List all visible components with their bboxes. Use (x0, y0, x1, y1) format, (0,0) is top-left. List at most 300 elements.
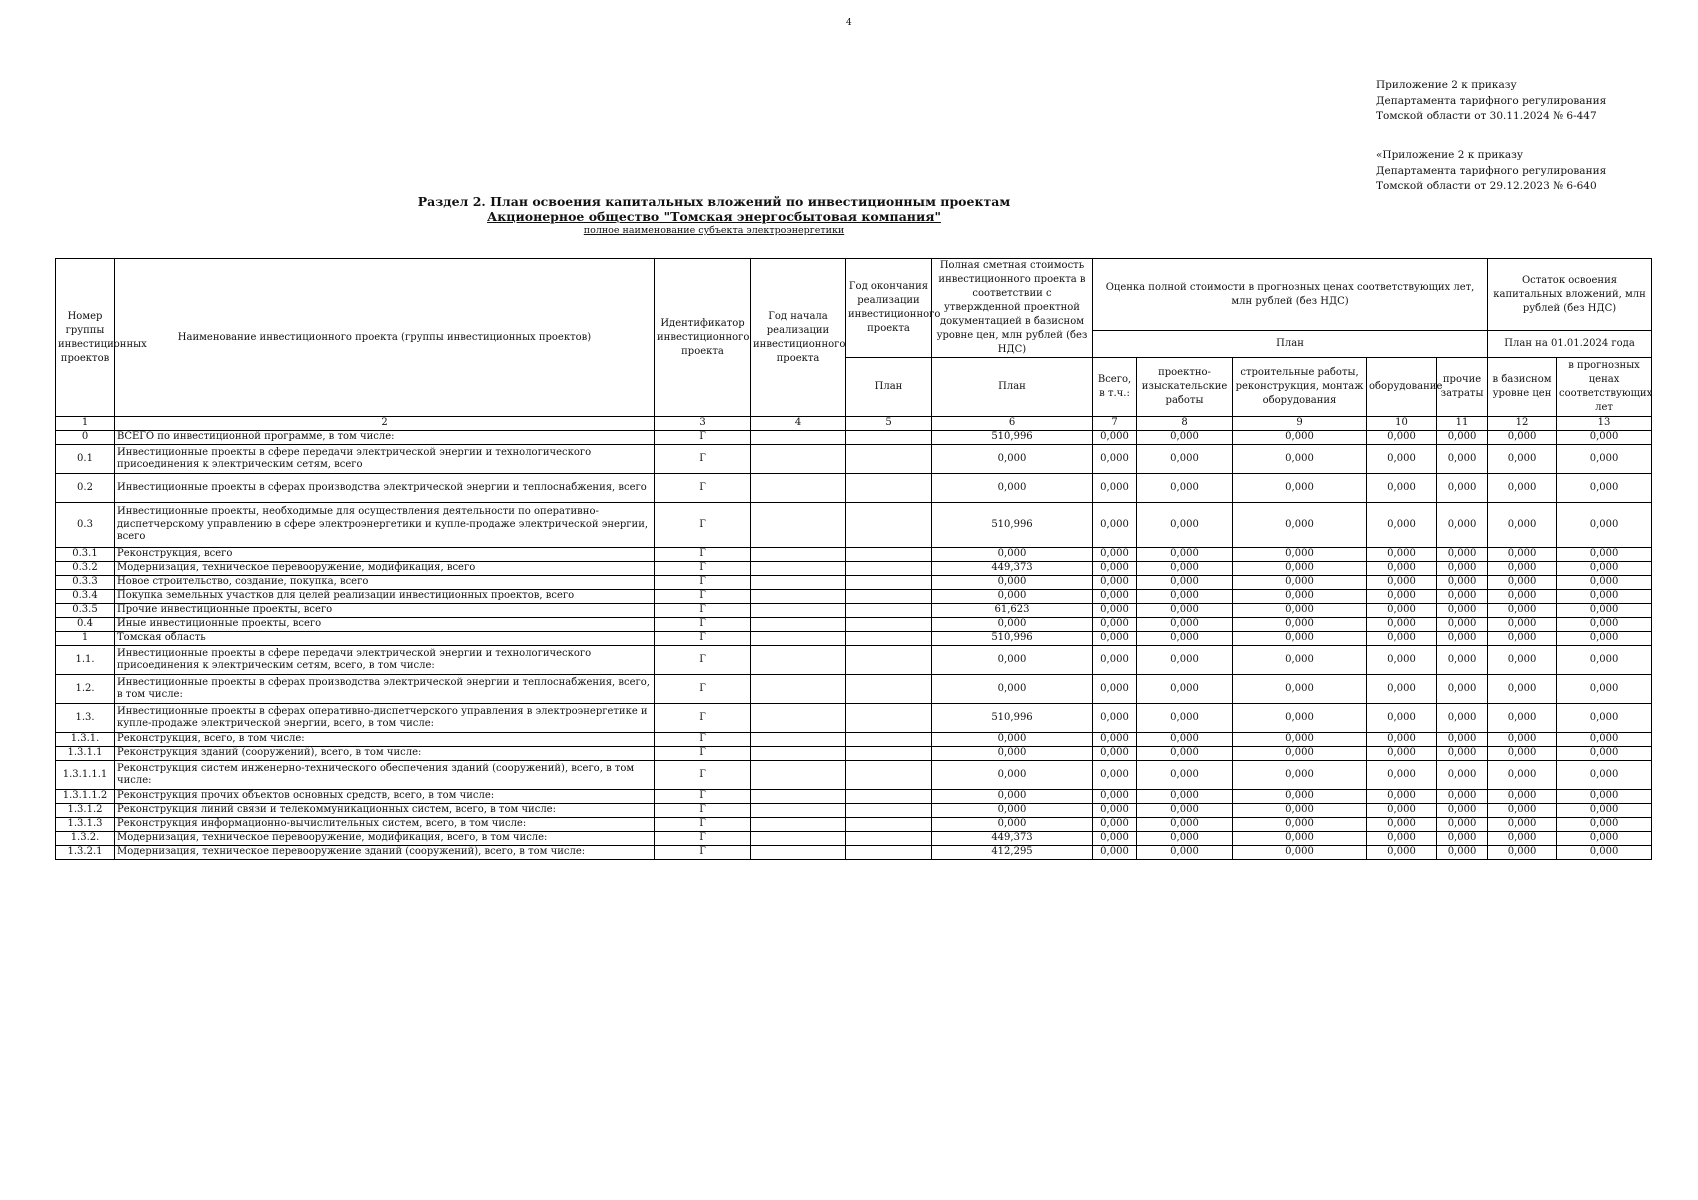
row-full-cost-cell: 0,000 (932, 576, 1093, 590)
row-start-year-cell (751, 675, 846, 704)
row-full-cost-cell: 0,000 (932, 747, 1093, 761)
annex-previous-reference (1376, 148, 1606, 195)
row-value-cell: 0,000 (1093, 562, 1137, 576)
row-identifier-cell: Г (655, 548, 751, 562)
row-start-year-cell (751, 818, 846, 832)
row-end-year-cell (846, 548, 932, 562)
row-value-cell: 0,000 (1557, 832, 1652, 846)
row-full-cost-cell: 61,623 (932, 604, 1093, 618)
row-end-year-cell (846, 604, 932, 618)
row-name-cell: Инвестиционные проекты, необходимые для осуществления деятельности по оперативно-диспетчерскому управлению в сфере электроэнергетики и купле-продаже электрической энергии, всего (115, 503, 655, 548)
row-value-cell: 0,000 (1093, 576, 1137, 590)
row-full-cost-cell: 510,996 (932, 632, 1093, 646)
row-value-cell: 0,000 (1488, 675, 1557, 704)
row-value-cell: 0,000 (1488, 846, 1557, 860)
row-end-year-cell (846, 790, 932, 804)
table-row (56, 590, 1652, 604)
row-value-cell: 0,000 (1137, 747, 1233, 761)
row-value-cell: 0,000 (1488, 562, 1557, 576)
company-name: Акционерное общество "Томская энергосбытовая компания" (487, 209, 941, 224)
row-value-cell: 0,000 (1093, 503, 1137, 548)
row-full-cost-cell: 510,996 (932, 704, 1093, 733)
row-start-year-cell (751, 646, 846, 675)
row-start-year-cell (751, 804, 846, 818)
row-end-year-cell (846, 618, 932, 632)
row-value-cell: 0,000 (1137, 445, 1233, 474)
row-full-cost-cell: 0,000 (932, 675, 1093, 704)
row-value-cell: 0,000 (1233, 832, 1367, 846)
row-value-cell: 0,000 (1093, 832, 1137, 846)
row-value-cell: 0,000 (1233, 562, 1367, 576)
row-identifier-cell: Г (655, 618, 751, 632)
row-number-cell: 1.1. (56, 646, 115, 675)
row-start-year-cell (751, 503, 846, 548)
row-identifier-cell: Г (655, 445, 751, 474)
row-value-cell: 0,000 (1367, 832, 1437, 846)
row-name-cell: Реконструкция, всего (115, 548, 655, 562)
header-remainder: Остаток освоения капитальных вложений, млн рублей (без НДС) (1488, 259, 1652, 331)
row-value-cell: 0,000 (1437, 604, 1488, 618)
row-full-cost-cell: 510,996 (932, 431, 1093, 445)
table-row (56, 604, 1652, 618)
row-name-cell: Инвестиционные проекты в сфере передачи электрической энергии и технологического присоединения к электрическим сетям, всего, в том числе: (115, 646, 655, 675)
row-value-cell: 0,000 (1137, 618, 1233, 632)
row-value-cell: 0,000 (1367, 747, 1437, 761)
row-value-cell: 0,000 (1137, 562, 1233, 576)
row-identifier-cell: Г (655, 431, 751, 445)
column-number: 12 (1488, 417, 1557, 431)
row-value-cell: 0,000 (1488, 704, 1557, 733)
header-plan-date: План на 01.01.2024 года (1488, 331, 1652, 358)
row-number-cell: 1.3.2. (56, 832, 115, 846)
table-row (56, 832, 1652, 846)
row-value-cell: 0,000 (1137, 431, 1233, 445)
row-value-cell: 0,000 (1437, 804, 1488, 818)
table-row (56, 790, 1652, 804)
document-title-block (384, 194, 1044, 237)
row-value-cell: 0,000 (1488, 604, 1557, 618)
row-identifier-cell: Г (655, 832, 751, 846)
row-value-cell: 0,000 (1137, 846, 1233, 860)
row-start-year-cell (751, 590, 846, 604)
row-value-cell: 0,000 (1557, 790, 1652, 804)
row-full-cost-cell: 412,295 (932, 846, 1093, 860)
row-number-cell: 0.3.3 (56, 576, 115, 590)
annex-line: Томской области от 29.12.2023 № 6-640 (1376, 180, 1597, 192)
row-value-cell: 0,000 (1367, 846, 1437, 860)
row-value-cell: 0,000 (1233, 503, 1367, 548)
table-row (56, 474, 1652, 503)
table-row (56, 704, 1652, 733)
row-value-cell: 0,000 (1093, 618, 1137, 632)
row-number-cell: 0.3.5 (56, 604, 115, 618)
table-row (56, 804, 1652, 818)
row-name-cell: Реконструкция зданий (сооружений), всего, в том числе: (115, 747, 655, 761)
column-number: 11 (1437, 417, 1488, 431)
row-value-cell: 0,000 (1437, 790, 1488, 804)
row-value-cell: 0,000 (1437, 562, 1488, 576)
row-value-cell: 0,000 (1233, 590, 1367, 604)
table-row (56, 431, 1652, 445)
row-name-cell: Модернизация, техническое перевооружение, модификация, всего, в том числе: (115, 832, 655, 846)
row-value-cell: 0,000 (1557, 445, 1652, 474)
row-value-cell: 0,000 (1557, 474, 1652, 503)
row-full-cost-cell: 449,373 (932, 832, 1093, 846)
table-row (56, 818, 1652, 832)
row-start-year-cell (751, 474, 846, 503)
row-end-year-cell (846, 804, 932, 818)
row-full-cost-cell: 0,000 (932, 733, 1093, 747)
row-end-year-cell (846, 431, 932, 445)
row-value-cell: 0,000 (1488, 761, 1557, 790)
table-row (56, 618, 1652, 632)
row-identifier-cell: Г (655, 646, 751, 675)
row-number-cell: 1.3.1.1.2 (56, 790, 115, 804)
row-end-year-cell (846, 562, 932, 576)
row-value-cell: 0,000 (1488, 790, 1557, 804)
row-value-cell: 0,000 (1137, 733, 1233, 747)
header-construction-works: строительные работы, реконструкция, монтаж оборудования (1233, 358, 1367, 417)
row-value-cell: 0,000 (1233, 445, 1367, 474)
header-design-works: проектно-изыскательские работы (1137, 358, 1233, 417)
row-full-cost-cell: 0,000 (932, 818, 1093, 832)
row-value-cell: 0,000 (1488, 576, 1557, 590)
row-identifier-cell: Г (655, 675, 751, 704)
row-number-cell: 1.2. (56, 675, 115, 704)
row-start-year-cell (751, 790, 846, 804)
row-end-year-cell (846, 632, 932, 646)
row-value-cell: 0,000 (1488, 804, 1557, 818)
row-value-cell: 0,000 (1557, 761, 1652, 790)
row-name-cell: Реконструкция линий связи и телекоммуникационных систем, всего, в том числе: (115, 804, 655, 818)
row-name-cell: Реконструкция прочих объектов основных средств, всего, в том числе: (115, 790, 655, 804)
row-end-year-cell (846, 832, 932, 846)
row-value-cell: 0,000 (1233, 733, 1367, 747)
row-name-cell: Иные инвестиционные проекты, всего (115, 618, 655, 632)
row-value-cell: 0,000 (1488, 590, 1557, 604)
row-full-cost-cell: 0,000 (932, 790, 1093, 804)
annex-line: Департамента тарифного регулирования (1376, 164, 1607, 177)
row-identifier-cell: Г (655, 804, 751, 818)
row-value-cell: 0,000 (1233, 804, 1367, 818)
column-number-row (56, 417, 1652, 431)
table-row (56, 747, 1652, 761)
row-value-cell: 0,000 (1488, 445, 1557, 474)
header-name: Наименование инвестиционного проекта (группы инвестиционных проектов) (115, 259, 655, 417)
row-full-cost-cell: 0,000 (932, 445, 1093, 474)
row-name-cell: Инвестиционные проекты в сферах производства электрической энергии и теплоснабжения, всего, в том числе: (115, 675, 655, 704)
row-value-cell: 0,000 (1367, 474, 1437, 503)
row-name-cell: Инвестиционные проекты в сферах оперативно-диспетчерского управления в электроэнергетике и купле-продаже электрической энергии, всего, в том числе: (115, 704, 655, 733)
row-value-cell: 0,000 (1233, 675, 1367, 704)
annex-line: «Приложение 2 к приказу (1376, 149, 1524, 161)
row-value-cell: 0,000 (1437, 576, 1488, 590)
row-value-cell: 0,000 (1093, 747, 1137, 761)
row-value-cell: 0,000 (1093, 733, 1137, 747)
row-start-year-cell (751, 576, 846, 590)
header-forecast-prices: в прогнозных ценах соответствующих лет (1557, 358, 1652, 417)
row-value-cell: 0,000 (1367, 733, 1437, 747)
table-row (56, 846, 1652, 860)
row-value-cell: 0,000 (1437, 474, 1488, 503)
row-value-cell: 0,000 (1233, 474, 1367, 503)
row-identifier-cell: Г (655, 704, 751, 733)
column-number: 5 (846, 417, 932, 431)
table-row (56, 445, 1652, 474)
column-number: 4 (751, 417, 846, 431)
header-equipment: оборудование (1367, 358, 1437, 417)
column-number: 9 (1233, 417, 1367, 431)
row-value-cell: 0,000 (1437, 632, 1488, 646)
column-number: 10 (1367, 417, 1437, 431)
row-identifier-cell: Г (655, 632, 751, 646)
row-identifier-cell: Г (655, 474, 751, 503)
row-value-cell: 0,000 (1233, 548, 1367, 562)
row-value-cell: 0,000 (1367, 431, 1437, 445)
section-title: Раздел 2. План освоения капитальных вложений по инвестиционным проектам (417, 194, 1011, 209)
row-name-cell: Модернизация, техническое перевооружение, модификация, всего (115, 562, 655, 576)
row-value-cell: 0,000 (1093, 704, 1137, 733)
row-value-cell: 0,000 (1557, 590, 1652, 604)
row-identifier-cell: Г (655, 562, 751, 576)
investment-plan-table (55, 258, 1652, 860)
row-end-year-cell (846, 503, 932, 548)
row-value-cell: 0,000 (1557, 431, 1652, 445)
row-full-cost-cell: 0,000 (932, 618, 1093, 632)
row-value-cell: 0,000 (1437, 704, 1488, 733)
row-value-cell: 0,000 (1233, 431, 1367, 445)
row-value-cell: 0,000 (1367, 590, 1437, 604)
table-row (56, 576, 1652, 590)
row-value-cell: 0,000 (1367, 618, 1437, 632)
column-number: 13 (1557, 417, 1652, 431)
row-value-cell: 0,000 (1137, 576, 1233, 590)
header-full-cost-plan: План (932, 358, 1093, 417)
row-value-cell: 0,000 (1367, 704, 1437, 733)
row-value-cell: 0,000 (1137, 804, 1233, 818)
row-value-cell: 0,000 (1093, 646, 1137, 675)
row-identifier-cell: Г (655, 733, 751, 747)
row-end-year-cell (846, 704, 932, 733)
row-value-cell: 0,000 (1137, 632, 1233, 646)
header-identifier: Идентификатор инвестиционного проекта (655, 259, 751, 417)
row-name-cell: Реконструкция информационно-вычислительных систем, всего, в том числе: (115, 818, 655, 832)
row-value-cell: 0,000 (1233, 704, 1367, 733)
column-number: 2 (115, 417, 655, 431)
row-number-cell: 0.3.4 (56, 590, 115, 604)
row-value-cell: 0,000 (1437, 646, 1488, 675)
row-full-cost-cell: 0,000 (932, 804, 1093, 818)
row-value-cell: 0,000 (1557, 747, 1652, 761)
row-number-cell: 1.3. (56, 704, 115, 733)
row-number-cell: 1.3.1.2 (56, 804, 115, 818)
row-value-cell: 0,000 (1233, 618, 1367, 632)
row-full-cost-cell: 0,000 (932, 590, 1093, 604)
row-value-cell: 0,000 (1233, 632, 1367, 646)
row-value-cell: 0,000 (1557, 576, 1652, 590)
row-value-cell: 0,000 (1233, 604, 1367, 618)
row-start-year-cell (751, 445, 846, 474)
row-value-cell: 0,000 (1437, 818, 1488, 832)
row-end-year-cell (846, 747, 932, 761)
column-number: 1 (56, 417, 115, 431)
row-end-year-cell (846, 646, 932, 675)
row-full-cost-cell: 0,000 (932, 474, 1093, 503)
row-number-cell: 0 (56, 431, 115, 445)
company-caption: полное наименование субъекта электроэнергетики (583, 225, 845, 236)
row-name-cell: Реконструкция, всего, в том числе: (115, 733, 655, 747)
row-value-cell: 0,000 (1093, 548, 1137, 562)
row-value-cell: 0,000 (1367, 646, 1437, 675)
row-identifier-cell: Г (655, 503, 751, 548)
row-identifier-cell: Г (655, 818, 751, 832)
row-value-cell: 0,000 (1557, 503, 1652, 548)
header-plan: План (1093, 331, 1488, 358)
table-body (56, 417, 1652, 860)
row-end-year-cell (846, 445, 932, 474)
row-value-cell: 0,000 (1488, 733, 1557, 747)
row-start-year-cell (751, 431, 846, 445)
row-number-cell: 0.3.2 (56, 562, 115, 576)
row-value-cell: 0,000 (1488, 818, 1557, 832)
row-value-cell: 0,000 (1093, 790, 1137, 804)
row-value-cell: 0,000 (1557, 675, 1652, 704)
row-value-cell: 0,000 (1137, 548, 1233, 562)
row-name-cell: Новое строительство, создание, покупка, всего (115, 576, 655, 590)
row-number-cell: 0.3 (56, 503, 115, 548)
row-value-cell: 0,000 (1137, 604, 1233, 618)
row-value-cell: 0,000 (1557, 704, 1652, 733)
row-identifier-cell: Г (655, 846, 751, 860)
row-value-cell: 0,000 (1367, 790, 1437, 804)
row-value-cell: 0,000 (1137, 646, 1233, 675)
row-number-cell: 1.3.1.1 (56, 747, 115, 761)
column-number: 7 (1093, 417, 1137, 431)
row-value-cell: 0,000 (1488, 618, 1557, 632)
row-number-cell: 0.2 (56, 474, 115, 503)
header-end-year: Год окончания реализации инвестиционного проекта (846, 259, 932, 358)
row-full-cost-cell: 0,000 (932, 761, 1093, 790)
row-number-cell: 1.3.2.1 (56, 846, 115, 860)
row-value-cell: 0,000 (1557, 646, 1652, 675)
row-value-cell: 0,000 (1137, 790, 1233, 804)
row-name-cell: ВСЕГО по инвестиционной программе, в том числе: (115, 431, 655, 445)
row-start-year-cell (751, 632, 846, 646)
row-end-year-cell (846, 846, 932, 860)
row-value-cell: 0,000 (1488, 431, 1557, 445)
table-row (56, 503, 1652, 548)
row-value-cell: 0,000 (1437, 832, 1488, 846)
row-identifier-cell: Г (655, 761, 751, 790)
row-value-cell: 0,000 (1367, 503, 1437, 548)
row-name-cell: Инвестиционные проекты в сферах производства электрической энергии и теплоснабжения, всего (115, 474, 655, 503)
row-number-cell: 0.4 (56, 618, 115, 632)
row-value-cell: 0,000 (1437, 747, 1488, 761)
row-start-year-cell (751, 618, 846, 632)
row-start-year-cell (751, 846, 846, 860)
row-value-cell: 0,000 (1488, 747, 1557, 761)
row-start-year-cell (751, 562, 846, 576)
row-value-cell: 0,000 (1233, 790, 1367, 804)
row-name-cell: Томская область (115, 632, 655, 646)
row-end-year-cell (846, 733, 932, 747)
row-name-cell: Покупка земельных участков для целей реализации инвестиционных проектов, всего (115, 590, 655, 604)
row-value-cell: 0,000 (1367, 562, 1437, 576)
row-end-year-cell (846, 474, 932, 503)
row-identifier-cell: Г (655, 576, 751, 590)
row-value-cell: 0,000 (1437, 431, 1488, 445)
row-value-cell: 0,000 (1137, 704, 1233, 733)
row-start-year-cell (751, 604, 846, 618)
row-value-cell: 0,000 (1437, 675, 1488, 704)
row-value-cell: 0,000 (1557, 632, 1652, 646)
row-end-year-cell (846, 761, 932, 790)
row-value-cell: 0,000 (1093, 675, 1137, 704)
row-value-cell: 0,000 (1437, 548, 1488, 562)
header-group-number: Номер группы инвестиционных проектов (56, 259, 115, 417)
row-value-cell: 0,000 (1233, 818, 1367, 832)
page-number: 4 (846, 18, 852, 28)
row-value-cell: 0,000 (1367, 675, 1437, 704)
row-value-cell: 0,000 (1233, 646, 1367, 675)
row-value-cell: 0,000 (1488, 646, 1557, 675)
table-row (56, 761, 1652, 790)
row-value-cell: 0,000 (1437, 733, 1488, 747)
row-value-cell: 0,000 (1093, 474, 1137, 503)
row-value-cell: 0,000 (1367, 761, 1437, 790)
row-value-cell: 0,000 (1437, 618, 1488, 632)
row-value-cell: 0,000 (1488, 474, 1557, 503)
row-value-cell: 0,000 (1093, 632, 1137, 646)
row-value-cell: 0,000 (1437, 445, 1488, 474)
header-end-year-plan: План (846, 358, 932, 417)
row-end-year-cell (846, 675, 932, 704)
row-name-cell: Прочие инвестиционные проекты, всего (115, 604, 655, 618)
row-start-year-cell (751, 548, 846, 562)
row-value-cell: 0,000 (1137, 818, 1233, 832)
row-value-cell: 0,000 (1367, 548, 1437, 562)
row-value-cell: 0,000 (1557, 846, 1652, 860)
header-total: Всего, в т.ч.: (1093, 358, 1137, 417)
row-value-cell: 0,000 (1437, 846, 1488, 860)
row-value-cell: 0,000 (1367, 445, 1437, 474)
table-row (56, 632, 1652, 646)
row-name-cell: Реконструкция систем инженерно-технического обеспечения зданий (сооружений), всего, в том числе: (115, 761, 655, 790)
row-value-cell: 0,000 (1233, 747, 1367, 761)
row-value-cell: 0,000 (1233, 846, 1367, 860)
row-number-cell: 1.3.1.1.1 (56, 761, 115, 790)
row-value-cell: 0,000 (1367, 804, 1437, 818)
header-estimate: Оценка полной стоимости в прогнозных ценах соответствующих лет, млн рублей (без НДС) (1093, 259, 1488, 331)
row-number-cell: 1 (56, 632, 115, 646)
row-number-cell: 1.3.1.3 (56, 818, 115, 832)
column-number: 3 (655, 417, 751, 431)
row-value-cell: 0,000 (1557, 618, 1652, 632)
row-full-cost-cell: 0,000 (932, 548, 1093, 562)
header-other-costs: прочие затраты (1437, 358, 1488, 417)
row-start-year-cell (751, 704, 846, 733)
row-full-cost-cell: 449,373 (932, 562, 1093, 576)
row-end-year-cell (846, 576, 932, 590)
row-value-cell: 0,000 (1137, 832, 1233, 846)
row-value-cell: 0,000 (1093, 804, 1137, 818)
row-end-year-cell (846, 590, 932, 604)
row-value-cell: 0,000 (1137, 675, 1233, 704)
row-value-cell: 0,000 (1093, 604, 1137, 618)
table-row (56, 562, 1652, 576)
header-start-year: Год начала реализации инвестиционного проекта (751, 259, 846, 417)
row-value-cell: 0,000 (1367, 818, 1437, 832)
